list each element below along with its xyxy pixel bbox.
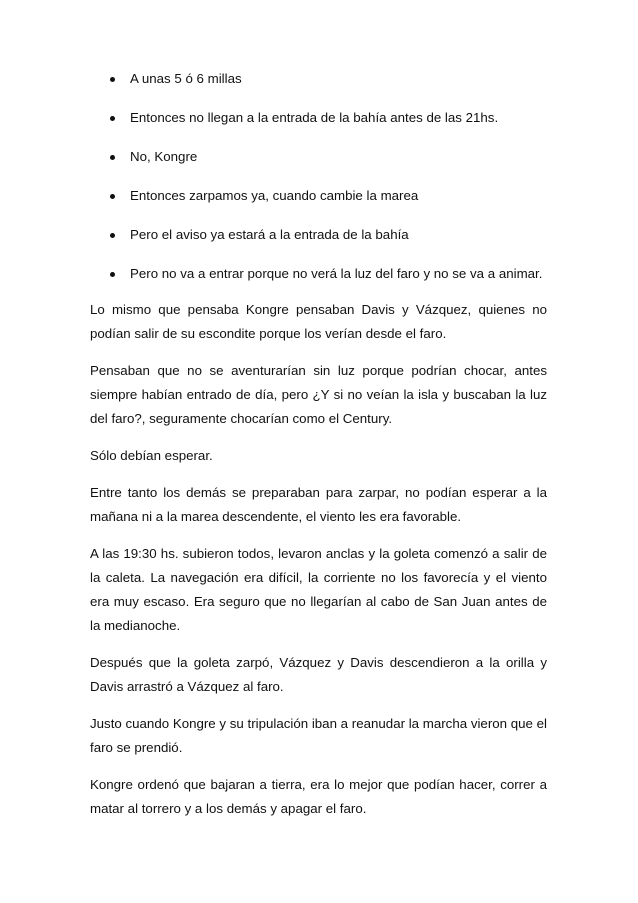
bullet-text: No, Kongre <box>130 149 198 164</box>
paragraph: A las 19:30 hs. subieron todos, levaron anclas y la goleta comenzó a salir de la caleta. La navegación era difícil, la corriente no los favorecía y el viento era muy escaso. Era seguro que no llegarían al cabo de San Juan antes de la medianoche. <box>90 546 547 633</box>
bullet-dot-icon <box>110 194 115 199</box>
paragraph: Entre tanto los demás se preparaban para zarpar, no podían esperar a la mañana ni a la marea descendente, el viento les era favorable. <box>90 485 547 524</box>
bullet-item <box>0 187 638 226</box>
body-text <box>90 298 547 834</box>
paragraph: Pensaban que no se aventurarían sin luz porque podrían chocar, antes siempre habían entrado de día, pero ¿Y si no veían la isla y buscaban la luz del faro?, seguramente chocarían como el Century. <box>90 363 547 426</box>
bullet-item <box>0 148 638 187</box>
bullet-dot-icon <box>110 155 115 160</box>
bullet-item <box>0 109 638 148</box>
bullet-item <box>0 70 638 109</box>
bullet-dot-icon <box>110 116 115 121</box>
bullet-text: Pero el aviso ya estará a la entrada de la bahía <box>130 227 409 242</box>
bullet-list <box>0 70 638 304</box>
bullet-item <box>0 226 638 265</box>
paragraph: Después que la goleta zarpó, Vázquez y Davis descendieron a la orilla y Davis arrastró a Vázquez al faro. <box>90 655 547 694</box>
bullet-text: A unas 5 ó 6 millas <box>130 71 242 86</box>
paragraph: Sólo debían esperar. <box>90 448 213 463</box>
bullet-dot-icon <box>110 233 115 238</box>
bullet-text: Entonces no llegan a la entrada de la bahía antes de las 21hs. <box>130 110 499 125</box>
paragraph: Kongre ordenó que bajaran a tierra, era lo mejor que podían hacer, correr a matar al torrero y a los demás y apagar el faro. <box>90 777 547 816</box>
paragraph: Lo mismo que pensaba Kongre pensaban Davis y Vázquez, quienes no podían salir de su escondite porque los verían desde el faro. <box>90 302 547 341</box>
paragraph: Justo cuando Kongre y su tripulación iban a reanudar la marcha vieron que el faro se prendió. <box>90 716 547 755</box>
bullet-text: Entonces zarpamos ya, cuando cambie la marea <box>130 188 419 203</box>
bullet-dot-icon <box>110 77 115 82</box>
bullet-dot-icon <box>110 272 115 277</box>
bullet-text: Pero no va a entrar porque no verá la luz del faro y no se va a animar. <box>130 266 543 281</box>
